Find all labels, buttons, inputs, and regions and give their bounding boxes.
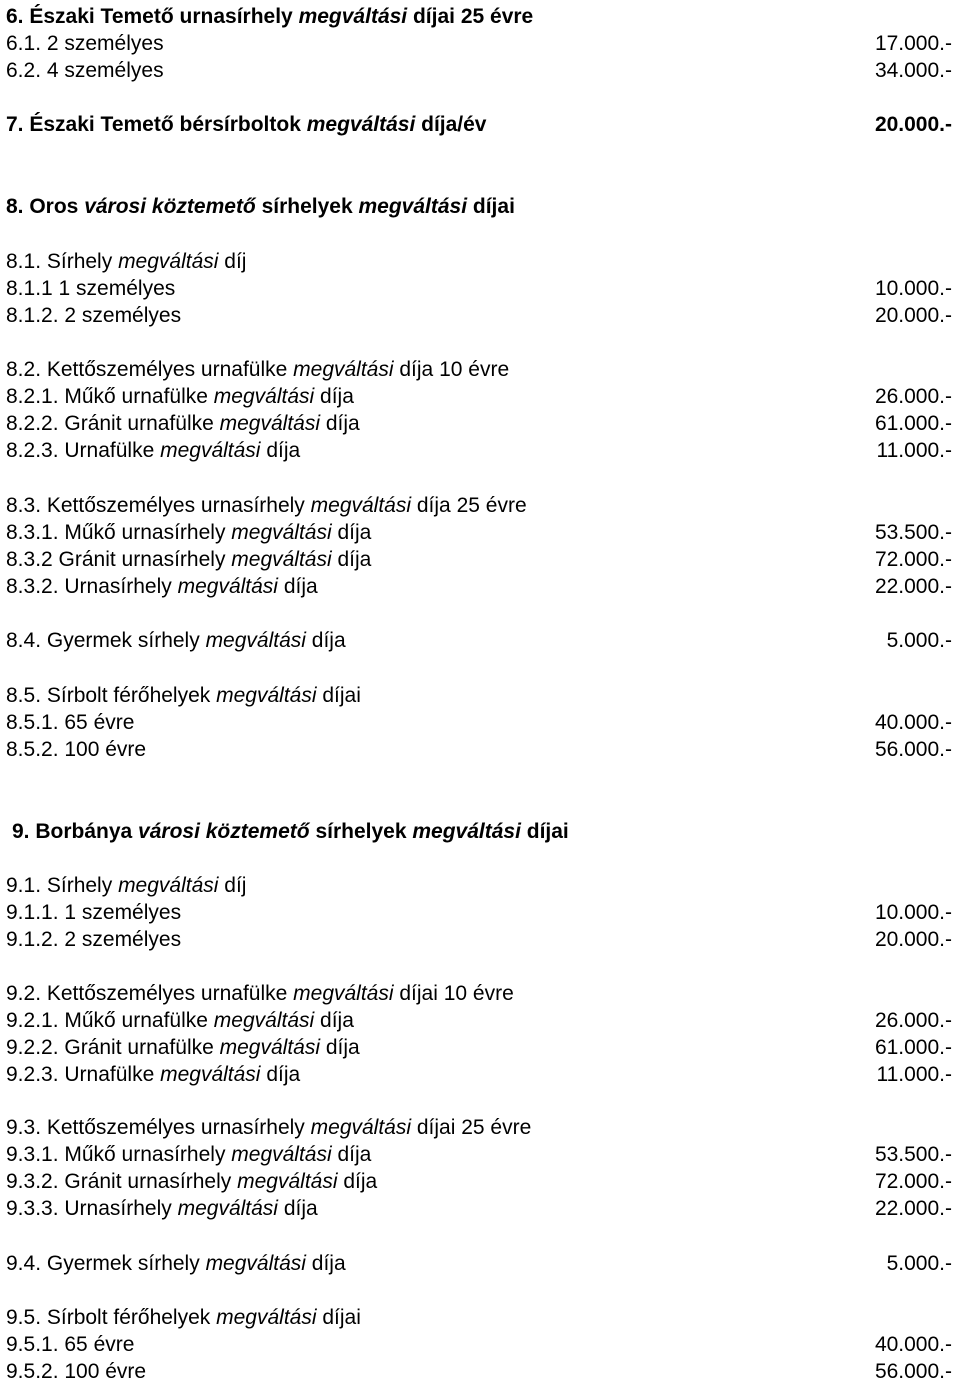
label-italic-part: megváltási (216, 684, 317, 707)
row-label (6, 111, 486, 139)
label-part: 8.2.1. Műkő urnafülke (6, 385, 214, 408)
row-label (6, 1331, 134, 1359)
label-part: 9.3.3. Urnasírhely (6, 1197, 178, 1220)
label-part: díjai (467, 195, 515, 218)
price-row (0, 248, 960, 276)
price-row (0, 519, 960, 547)
row-label (6, 1114, 531, 1142)
row-price: 10.000.- (874, 901, 952, 924)
label-part: díja (305, 629, 346, 652)
row-label (6, 872, 246, 900)
label-part: 9.2.1. Műkő urnafülke (6, 1009, 214, 1032)
price-row (0, 356, 960, 384)
label-part: 9.5.1. 65 évre (6, 1333, 135, 1356)
label-part: 9.2.2. Gránit urnafülke (6, 1036, 220, 1059)
label-part: díja (331, 548, 372, 571)
price-row (0, 1195, 960, 1223)
label-part: 7. Északi Temető bérsírboltok (6, 113, 307, 136)
price-row (0, 1331, 960, 1359)
label-part: 6.2. 4 személyes (6, 59, 164, 82)
label-italic-part: városi köztemető (138, 820, 310, 843)
section-heading (0, 193, 960, 221)
row-label (6, 546, 371, 574)
label-italic-part: megváltási (231, 1143, 332, 1166)
label-part: 9. Borbánya (12, 820, 139, 843)
row-price: 40.000.- (874, 1333, 952, 1356)
price-row (0, 437, 960, 465)
label-part: díjai (520, 820, 569, 843)
row-label (6, 1195, 318, 1223)
label-italic-part: megváltási (310, 1116, 412, 1139)
label-part: 8.2. Kettőszemélyes urnafülke (6, 358, 294, 381)
row-price: 11.000.- (876, 439, 952, 462)
section-heading (0, 818, 960, 846)
price-row (0, 1141, 960, 1169)
label-part: 8.4. Gyermek sírhely (6, 629, 206, 652)
label-italic-part: megváltási (293, 358, 394, 381)
price-row (0, 1007, 960, 1035)
price-row (0, 1250, 960, 1278)
row-label (6, 519, 371, 547)
row-price: 61.000.- (874, 412, 952, 435)
row-label (6, 356, 509, 384)
label-italic-part: megváltási (310, 494, 412, 517)
label-italic-part: megváltási (213, 385, 315, 408)
row-price: 17.000.- (874, 32, 952, 55)
row-price: 5.000.- (886, 1252, 952, 1275)
label-part: 9.1.2. 2 személyes (6, 928, 182, 951)
row-price: 34.000.- (874, 59, 952, 82)
row-label (6, 627, 346, 655)
label-italic-part: megváltási (237, 1170, 338, 1193)
label-part: 8.3.2. Urnasírhely (6, 575, 178, 598)
row-label (6, 1007, 354, 1035)
row-label (12, 818, 569, 846)
label-part: díjai 25 évre (407, 5, 534, 28)
row-label (6, 275, 175, 303)
label-part: díja (260, 1063, 301, 1086)
row-label (6, 57, 164, 85)
label-part: 8.2.3. Urnafülke (6, 439, 161, 462)
price-row (0, 899, 960, 927)
price-row (0, 682, 960, 710)
row-price: 5.000.- (886, 629, 952, 652)
label-part: 8.5.2. 100 évre (6, 738, 147, 761)
label-part: díja (260, 439, 301, 462)
row-label (6, 980, 514, 1008)
label-italic-part: megváltási (293, 982, 394, 1005)
row-label (6, 573, 318, 601)
label-part: díjai 25 évre (411, 1116, 532, 1139)
label-italic-part: városi köztemető (84, 195, 256, 218)
label-italic-part: megváltási (231, 521, 332, 544)
row-price: 61.000.- (874, 1036, 952, 1059)
label-italic-part: megváltási (306, 113, 416, 136)
label-part: díja (331, 1143, 372, 1166)
label-part: 9.3.1. Műkő urnasírhely (6, 1143, 232, 1166)
label-part: 9.5.2. 100 évre (6, 1360, 147, 1383)
row-label (6, 302, 181, 330)
label-italic-part: megváltási (216, 1306, 317, 1329)
label-part: díja/év (415, 113, 487, 136)
row-label (6, 383, 354, 411)
label-italic-part: megváltási (177, 575, 278, 598)
section-heading (0, 3, 960, 31)
label-italic-part: megváltási (412, 820, 521, 843)
label-italic-part: megváltási (219, 412, 321, 435)
price-row (0, 30, 960, 58)
row-label (6, 736, 146, 764)
row-label (6, 1304, 361, 1332)
row-label (6, 926, 181, 954)
row-label (6, 1141, 371, 1169)
price-row (0, 627, 960, 655)
price-row (0, 1061, 960, 1089)
label-italic-part: megváltási (118, 250, 219, 273)
label-part: díja (277, 1197, 318, 1220)
label-part: 8.1.1 1 személyes (6, 277, 176, 300)
row-price: 20.000.- (874, 113, 952, 136)
label-part: 8.1.2. 2 személyes (6, 304, 182, 327)
row-price: 26.000.- (874, 1009, 952, 1032)
label-part: díja (314, 1009, 354, 1032)
label-part: 9.3. Kettőszemélyes urnasírhely (6, 1116, 311, 1139)
label-italic-part: megváltási (213, 1009, 315, 1032)
label-part: díja (331, 521, 372, 544)
row-label (6, 437, 300, 465)
label-italic-part: megváltási (205, 629, 306, 652)
label-italic-part: megváltási (298, 5, 408, 28)
label-part: sírhelyek (309, 820, 413, 843)
label-part: díja (277, 575, 318, 598)
label-part: 9.4. Gyermek sírhely (6, 1252, 206, 1275)
row-price: 22.000.- (874, 1197, 952, 1220)
label-part: 6.1. 2 személyes (6, 32, 164, 55)
label-part: 9.2.3. Urnafülke (6, 1063, 161, 1086)
price-row (0, 383, 960, 411)
label-part: 8.2.2. Gránit urnafülke (6, 412, 220, 435)
label-part: díja (337, 1170, 378, 1193)
label-part: 8.3. Kettőszemélyes urnasírhely (6, 494, 311, 517)
label-part: 9.2. Kettőszemélyes urnafülke (6, 982, 294, 1005)
label-part: díjai (316, 684, 361, 707)
row-label (6, 899, 181, 927)
price-row (0, 709, 960, 737)
label-part: 8.5.1. 65 évre (6, 711, 135, 734)
price-row (0, 573, 960, 601)
label-part: díja (320, 1036, 360, 1059)
row-price: 11.000.- (876, 1063, 952, 1086)
price-row (0, 1114, 960, 1142)
label-part: díja (320, 412, 360, 435)
row-price: 40.000.- (874, 711, 952, 734)
label-part: díja (314, 385, 354, 408)
label-italic-part: megváltási (231, 548, 332, 571)
price-row (0, 546, 960, 574)
row-price: 20.000.- (874, 928, 952, 951)
row-price: 72.000.- (874, 548, 952, 571)
row-label (6, 30, 164, 58)
row-label (6, 248, 246, 276)
row-price: 10.000.- (874, 277, 952, 300)
row-price: 56.000.- (874, 738, 952, 761)
row-label (6, 193, 515, 221)
label-part: 8.3.1. Műkő urnasírhely (6, 521, 232, 544)
price-row (0, 872, 960, 900)
label-part: díj (218, 250, 247, 273)
label-part: 9.5. Sírbolt férőhelyek (6, 1306, 217, 1329)
label-part: díja (305, 1252, 346, 1275)
row-price: 20.000.- (874, 304, 952, 327)
row-label (6, 1034, 360, 1062)
price-row (0, 980, 960, 1008)
price-row (0, 1304, 960, 1332)
label-italic-part: megváltási (205, 1252, 306, 1275)
label-italic-part: megváltási (118, 874, 219, 897)
label-part: díj (218, 874, 247, 897)
price-row (0, 275, 960, 303)
row-price: 56.000.- (874, 1360, 952, 1383)
row-label (6, 682, 361, 710)
label-part: díjai 10 évre (393, 982, 514, 1005)
label-part: 8. Oros (6, 195, 85, 218)
label-part: sírhelyek (255, 195, 359, 218)
row-label (6, 3, 533, 31)
price-row (0, 1034, 960, 1062)
price-row (0, 302, 960, 330)
label-part: 8.3.2 Gránit urnasírhely (6, 548, 232, 571)
section-heading (0, 111, 960, 139)
price-row (0, 736, 960, 764)
row-price: 72.000.- (874, 1170, 952, 1193)
price-row (0, 926, 960, 954)
label-part: 9.1. Sírhely (6, 874, 119, 897)
row-label (6, 709, 134, 737)
label-italic-part: megváltási (160, 439, 261, 462)
price-row (0, 410, 960, 438)
label-part: 6. Északi Temető urnasírhely (6, 5, 299, 28)
label-italic-part: megváltási (358, 195, 468, 218)
label-part: 9.3.2. Gránit urnasírhely (6, 1170, 238, 1193)
label-italic-part: megváltási (177, 1197, 278, 1220)
row-label (6, 1250, 346, 1278)
label-italic-part: megváltási (160, 1063, 261, 1086)
row-label (6, 1061, 300, 1089)
row-price: 53.500.- (874, 521, 952, 544)
row-label (6, 410, 360, 438)
row-price: 22.000.- (874, 575, 952, 598)
row-label (6, 492, 527, 520)
price-row (0, 1168, 960, 1196)
label-part: 8.5. Sírbolt férőhelyek (6, 684, 217, 707)
price-row (0, 492, 960, 520)
label-part: díja 10 évre (393, 358, 510, 381)
row-label (6, 1168, 377, 1196)
label-italic-part: megváltási (219, 1036, 321, 1059)
label-part: 9.1.1. 1 személyes (6, 901, 182, 924)
price-row (0, 57, 960, 85)
label-part: díja 25 évre (411, 494, 527, 517)
row-price: 26.000.- (874, 385, 952, 408)
label-part: díjai (316, 1306, 361, 1329)
row-price: 53.500.- (874, 1143, 952, 1166)
label-part: 8.1. Sírhely (6, 250, 119, 273)
